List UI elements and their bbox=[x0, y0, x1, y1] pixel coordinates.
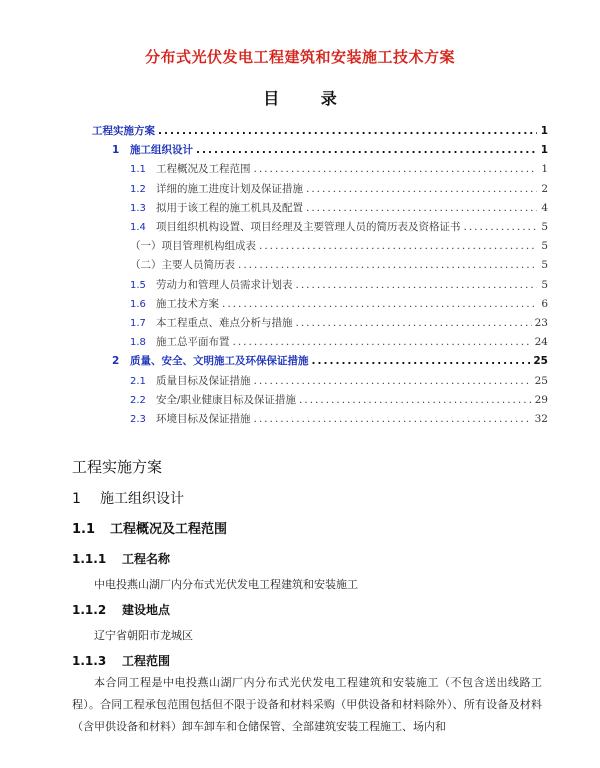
toc-entry-number: 2.1 bbox=[130, 375, 146, 387]
toc-entry-page: 23 bbox=[534, 317, 548, 329]
heading-3-name-number: 1.1.1 bbox=[72, 552, 107, 566]
heading-3-scope-label: 工程范围 bbox=[122, 654, 171, 668]
toc-entry-label: 安全/职业健康目标及保证措施 bbox=[156, 393, 297, 406]
location-text: 辽宁省朝阳市龙城区 bbox=[94, 629, 193, 642]
toc-leader-dots bbox=[158, 124, 537, 138]
toc-entry-number: 1.5 bbox=[130, 279, 146, 291]
toc-leader-dots bbox=[306, 201, 537, 215]
toc-entry[interactable] bbox=[130, 201, 548, 215]
document-title: 分布式光伏发电工程建筑和安装施工技术方案 bbox=[144, 48, 455, 66]
toc-entry[interactable] bbox=[92, 124, 548, 138]
toc-entry-number: 1.4 bbox=[130, 222, 146, 233]
toc-entry-label: 拟用于该工程的施工机具及配置 bbox=[156, 201, 303, 214]
toc-entry-page: 5 bbox=[541, 278, 548, 291]
toc-entry[interactable] bbox=[130, 297, 548, 311]
toc-leader-dots bbox=[196, 143, 537, 157]
toc-entry[interactable] bbox=[130, 316, 548, 330]
toc-leader-dots bbox=[254, 162, 538, 176]
toc-leader-dots bbox=[296, 278, 538, 292]
toc-entry-label: （二）主要人员简历表 bbox=[130, 259, 235, 272]
toc-entry[interactable] bbox=[112, 354, 548, 368]
toc-leader-dots bbox=[254, 374, 532, 388]
toc-entry-page: 6 bbox=[541, 297, 548, 310]
section-title: 工程实施方案 bbox=[72, 458, 163, 476]
toc-entry[interactable] bbox=[130, 220, 548, 234]
project-name-text: 中电投燕山湖厂内分布式光伏发电工程建筑和安装施工 bbox=[94, 578, 358, 591]
toc-entry-label: 工程实施方案 bbox=[92, 125, 155, 137]
toc-entry-page: 1 bbox=[540, 144, 548, 157]
heading-3-location-label: 建设地点 bbox=[122, 603, 171, 617]
toc-entry[interactable] bbox=[130, 393, 548, 407]
toc-entry[interactable] bbox=[130, 335, 548, 349]
toc-entry-label: 施工技术方案 bbox=[156, 297, 219, 310]
toc-entry-label: 施工总平面布置 bbox=[156, 336, 230, 349]
toc-entry[interactable] bbox=[130, 239, 548, 253]
toc-entry-label: 详细的施工进度计划及保证措施 bbox=[156, 182, 303, 195]
toc-leader-dots bbox=[306, 182, 537, 196]
toc-entry[interactable] bbox=[112, 143, 548, 157]
toc-entry[interactable] bbox=[130, 412, 548, 426]
toc-entry[interactable] bbox=[130, 258, 548, 272]
heading-2 bbox=[72, 518, 227, 537]
toc-leader-dots bbox=[254, 412, 532, 426]
toc-entry[interactable] bbox=[130, 182, 548, 196]
heading-1-number: 1 bbox=[72, 491, 81, 507]
toc-entry-page: 25 bbox=[534, 374, 548, 387]
heading-3-name-label: 工程名称 bbox=[122, 552, 171, 566]
toc-entry-label: （一）项目管理机构组成表 bbox=[130, 240, 256, 253]
toc-entry-number: 2.3 bbox=[130, 414, 146, 425]
heading-3-location bbox=[72, 601, 170, 618]
scope-paragraph: 本合同工程是中电投燕山湖厂内分布式光伏发电工程建筑和安装施工（不包含送出线路工程）。合同工程承包范围包括但不限于设备和材料采购（甲供设备和材料除外）、所有设备及材料（含甲供设备和材料）卸车卸车和仓储保管、全部建筑安装工程施工、场内和 bbox=[72, 676, 542, 733]
toc-entry-label: 环境目标及保证措施 bbox=[156, 413, 251, 425]
toc-entry-page: 1 bbox=[541, 163, 548, 176]
toc-entry-page: 32 bbox=[534, 413, 548, 425]
toc-entry-page: 5 bbox=[541, 240, 548, 253]
toc-entry-label: 项目组织机构设置、项目经理及主要管理人员的简历表及资格证书 bbox=[156, 221, 461, 233]
toc-entry[interactable] bbox=[130, 374, 548, 388]
toc-entry-number: 1.6 bbox=[130, 298, 146, 310]
toc-entry-page: 5 bbox=[541, 259, 548, 272]
toc-leader-dots bbox=[233, 335, 532, 349]
heading-3-name bbox=[72, 550, 170, 567]
toc-entry-number: 1.8 bbox=[130, 337, 146, 349]
toc-entry[interactable] bbox=[130, 278, 548, 292]
toc-entry-number: 1.1 bbox=[130, 164, 146, 176]
toc-entry-label: 工程概况及工程范围 bbox=[156, 163, 251, 176]
heading-3-scope bbox=[72, 652, 170, 669]
toc-entry-label: 质量、安全、文明施工及环保保证措施 bbox=[130, 355, 309, 368]
toc-entry[interactable] bbox=[130, 162, 548, 176]
toc-leader-dots bbox=[222, 297, 537, 311]
heading-3-scope-number: 1.1.3 bbox=[72, 654, 107, 668]
toc-entry-label: 质量目标及保证措施 bbox=[156, 374, 251, 387]
toc-entry-number: 1 bbox=[112, 144, 120, 157]
toc-leader-dots bbox=[312, 354, 531, 368]
toc-entry-page: 5 bbox=[541, 221, 548, 233]
heading-2-number: 1.1 bbox=[72, 522, 96, 537]
toc-entry-page: 25 bbox=[533, 355, 548, 368]
toc-entry-page: 24 bbox=[534, 336, 548, 349]
toc-entry-number: 1.2 bbox=[130, 183, 146, 195]
toc-entry-label: 劳动力和管理人员需求计划表 bbox=[156, 278, 293, 291]
toc-leader-dots bbox=[296, 316, 532, 330]
toc-entry-label: 本工程重点、难点分析与措施 bbox=[156, 317, 293, 329]
toc-entry-number: 2.2 bbox=[130, 394, 146, 406]
heading-2-label: 工程概况及工程范围 bbox=[110, 522, 228, 537]
heading-1-label: 施工组织设计 bbox=[100, 491, 184, 507]
toc-leader-dots bbox=[464, 220, 538, 234]
toc-entry-page: 1 bbox=[540, 125, 548, 137]
toc-leader-dots bbox=[259, 239, 537, 253]
heading-3-location-number: 1.1.2 bbox=[72, 603, 107, 617]
toc-leader-dots bbox=[299, 393, 532, 407]
toc-entry-number: 1.3 bbox=[130, 202, 146, 214]
toc-heading: 目 录 bbox=[263, 89, 355, 108]
toc-entry-label: 施工组织设计 bbox=[130, 144, 193, 157]
toc-entry-page: 29 bbox=[534, 393, 548, 406]
toc-entry-page: 2 bbox=[541, 182, 548, 195]
toc-entry-number: 1.7 bbox=[130, 318, 146, 329]
toc-entry-page: 4 bbox=[541, 201, 548, 214]
toc-leader-dots bbox=[238, 258, 537, 272]
heading-1 bbox=[72, 488, 184, 508]
toc-entry-number: 2 bbox=[112, 355, 120, 368]
